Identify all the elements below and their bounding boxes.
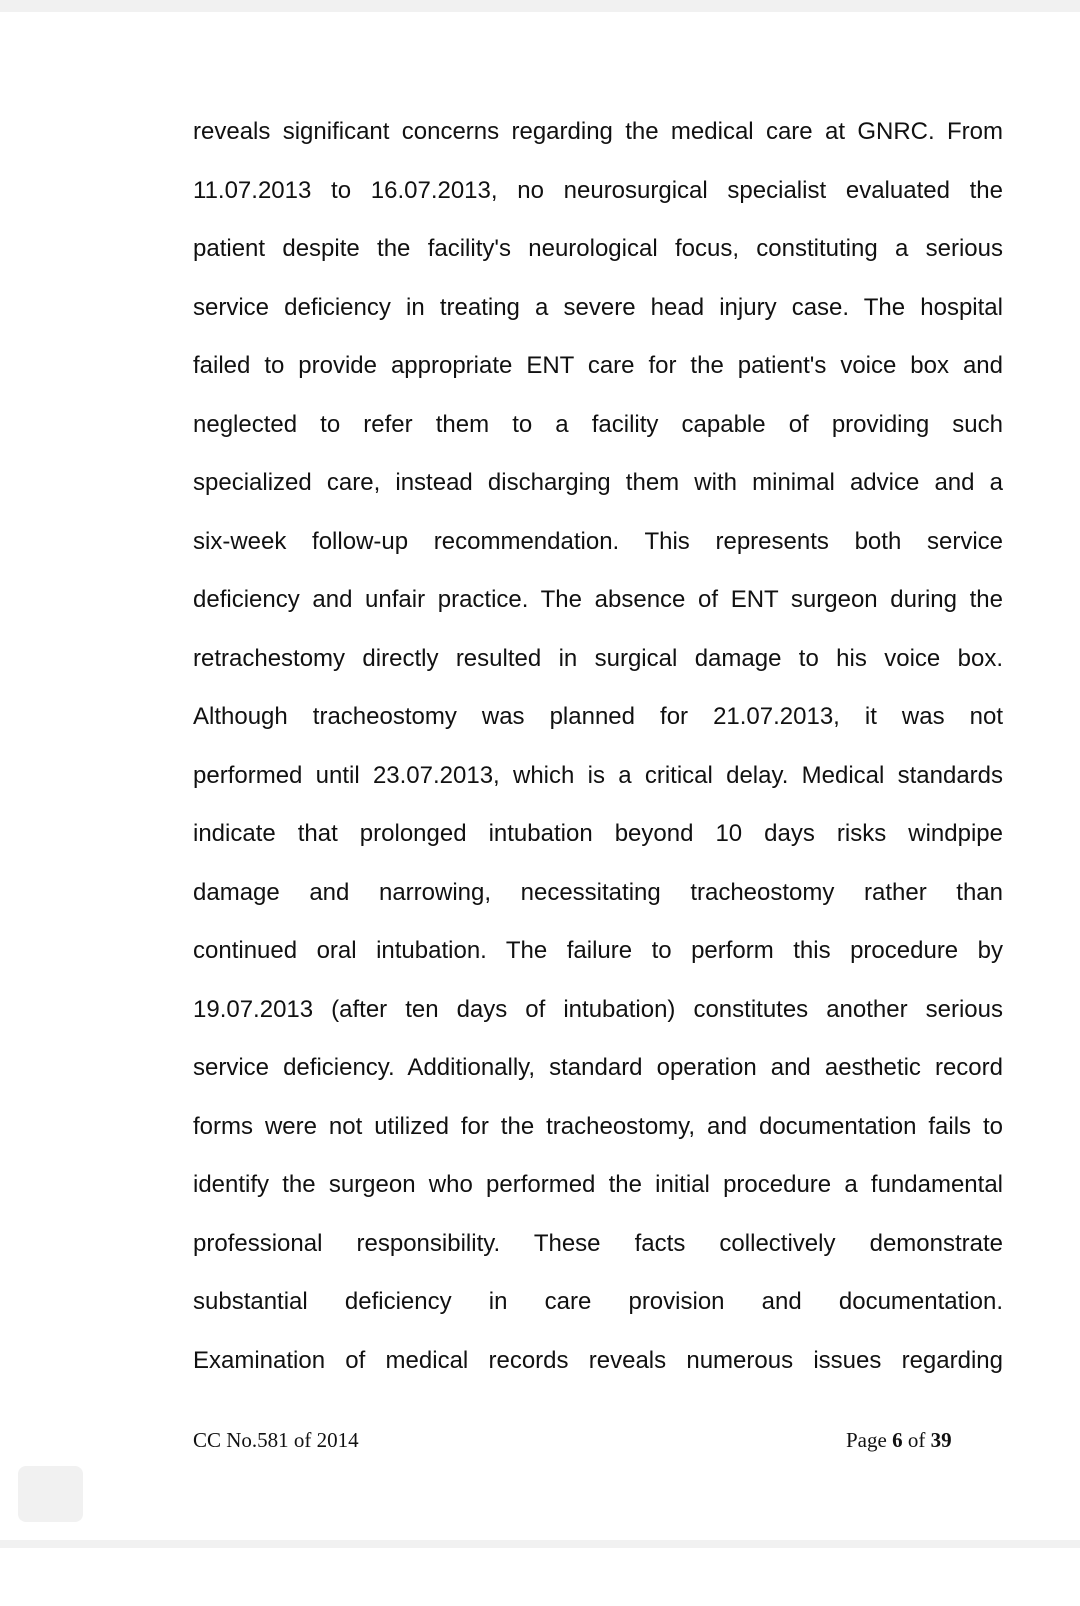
text-line: 19.07.2013 (after ten days of intubation) constitutes another serious — [193, 995, 1003, 1023]
text-line: retrachestomy directly resulted in surgical damage to his voice box. — [193, 644, 1003, 672]
text-line: Although tracheostomy was planned for 21.07.2013, it was not — [193, 703, 1003, 730]
text-line: identify the surgeon who performed the initial procedure a fundamental — [193, 1171, 1003, 1198]
text-line: failed to provide appropriate ENT care for the patient's voice box and — [193, 352, 1003, 379]
text-line: service deficiency in treating a severe head injury case. The hospital — [193, 293, 1003, 321]
page-of: of — [907, 1428, 926, 1452]
text-line: six-week follow-up recommendation. This represents both service — [193, 527, 1003, 555]
text-line: neglected to refer them to a facility capable of providing such — [193, 410, 1003, 438]
page-total: 39 — [930, 1428, 952, 1452]
text-line: professional responsibility. These facts collectively demonstrate — [193, 1229, 1003, 1257]
text-line: substantial deficiency in care provision and documentation. — [193, 1288, 1003, 1315]
top-strip — [0, 0, 1080, 12]
page-current: 6 — [892, 1428, 903, 1452]
text-line: service deficiency. Additionally, standard operation and aesthetic record — [193, 1054, 1003, 1081]
floating-action-button[interactable] — [18, 1466, 83, 1522]
text-line: damage and narrowing, necessitating tracheostomy rather than — [193, 878, 1003, 906]
footer-page-number — [846, 1428, 952, 1453]
text-line: forms were not utilized for the tracheostomy, and documentation fails to — [193, 1112, 1003, 1140]
text-line: reveals significant concerns regarding the medical care at GNRC. From — [193, 118, 1003, 145]
bottom-strip — [0, 1540, 1080, 1606]
text-line: deficiency and unfair practice. The absence of ENT surgeon during the — [193, 586, 1003, 613]
text-line: 11.07.2013 to 16.07.2013, no neurosurgical specialist evaluated the — [193, 176, 1003, 204]
text-line: continued oral intubation. The failure to perform this procedure by — [193, 937, 1003, 964]
footer-case-number: CC No.581 of 2014 — [193, 1428, 359, 1452]
text-line: specialized care, instead discharging them with minimal advice and a — [193, 469, 1003, 496]
document-body — [193, 103, 1003, 1390]
text-line: performed until 23.07.2013, which is a critical delay. Medical standards — [193, 761, 1003, 789]
text-line: Examination of medical records reveals numerous issues regarding — [193, 1346, 1003, 1374]
text-line: patient despite the facility's neurological focus, constituting a serious — [193, 235, 1003, 262]
page-prefix: Page — [846, 1428, 887, 1452]
text-line: indicate that prolonged intubation beyond 10 days risks windpipe — [193, 820, 1003, 847]
